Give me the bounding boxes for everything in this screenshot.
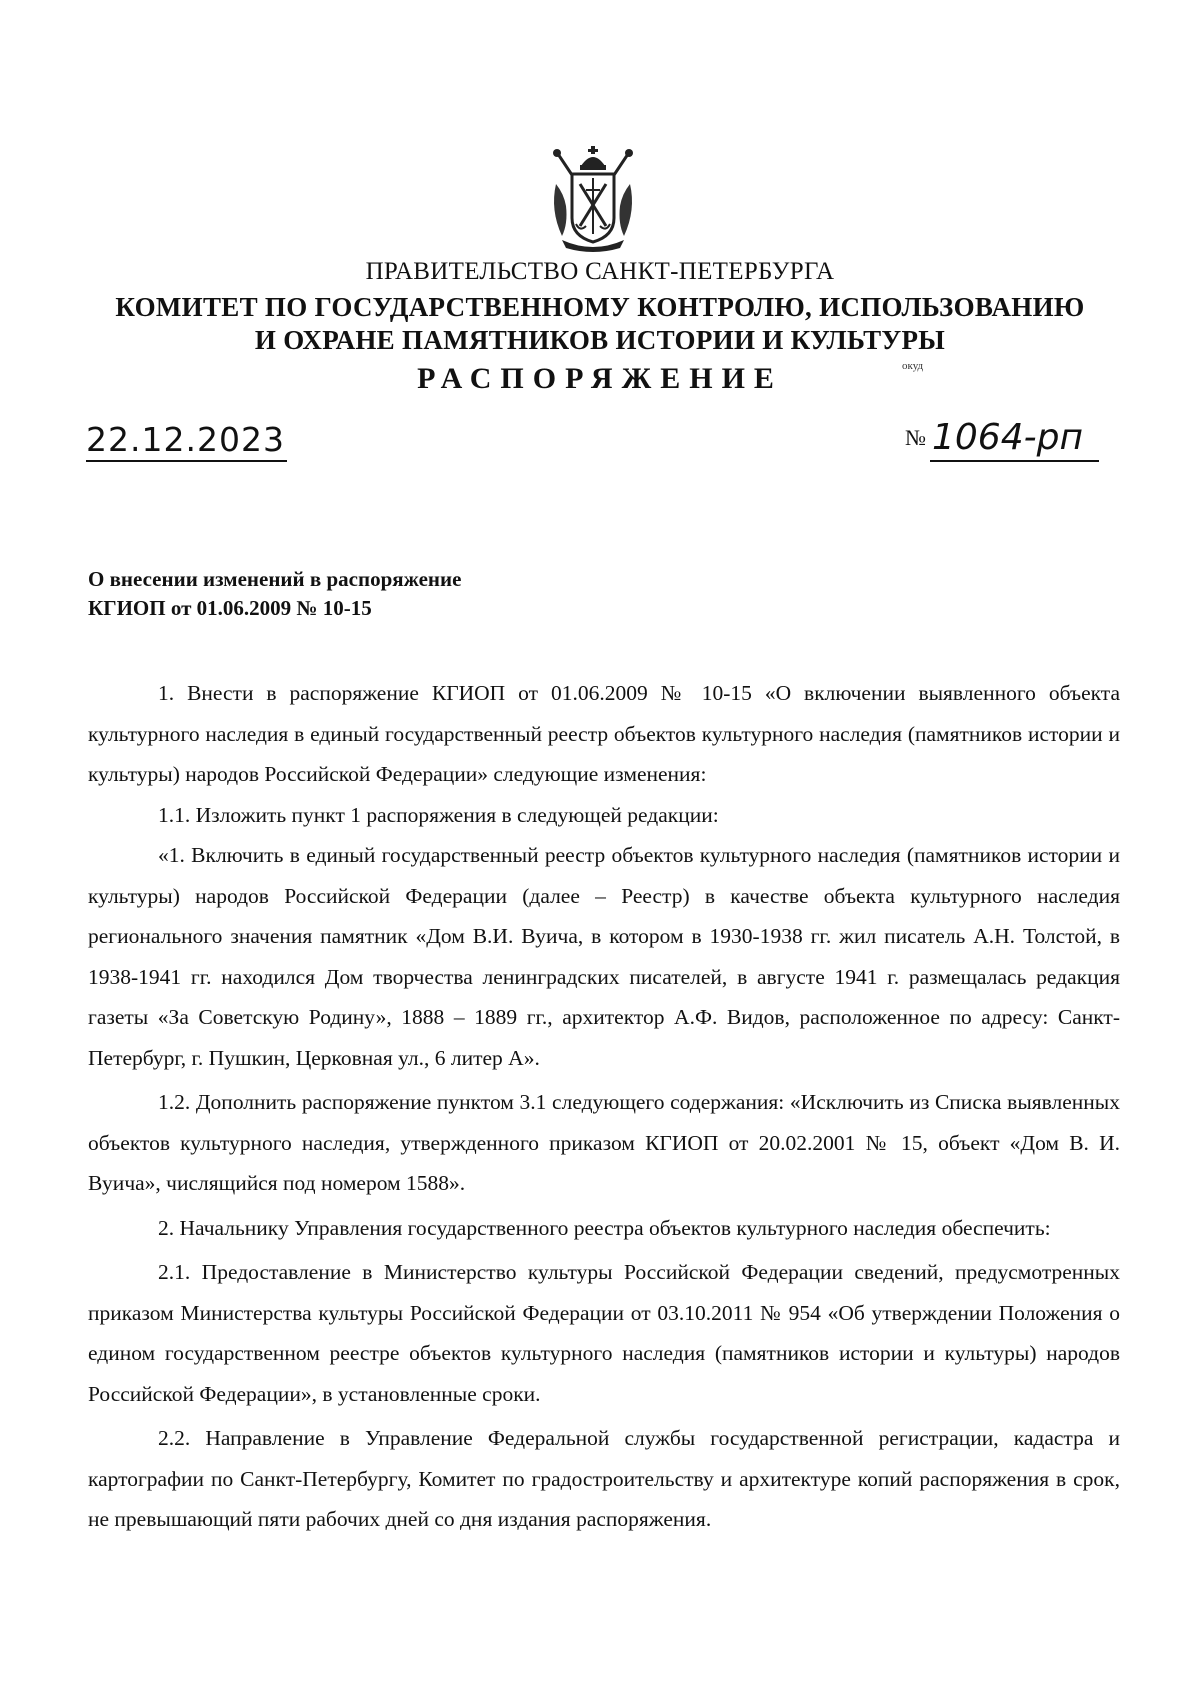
paragraph: 1.2. Дополнить распоряжение пунктом 3.1 следующего содержания: «Исключить из Списка выявленных объектов культурного наследия, утвержденного приказом КГИОП от 20.02.2001 № 15, объект «Дом В. И. Вуича», числящийся под номером 1588». (88, 1090, 1120, 1195)
number-sign: № (905, 425, 926, 450)
number-value: 1064-рп (930, 418, 1099, 462)
document-date: 22.12.2023 (86, 422, 287, 462)
document-type-title: РАСПОРЯЖЕНИЕ (417, 362, 783, 395)
government-name: ПРАВИТЕЛЬСТВО САНКТ-ПЕТЕРБУРГА (365, 258, 835, 285)
paragraph: 2.2. Направление в Управление Федеральной службы государственной регистрации, кадастра и картографии по Санкт-Петербургу, Комитет по градостроительству и архитектуре копий распоряжения в срок, не превышающий пяти рабочих дней со дня издания распоряжения. (88, 1426, 1120, 1531)
document-number (905, 418, 1099, 462)
okud-label: окуд (902, 360, 924, 372)
paragraph: 2. Начальнику Управления государственного реестра объектов культурного наследия обеспечить: (158, 1215, 1051, 1240)
subject-line-2: КГИОП от 01.06.2009 № 10-15 (88, 596, 372, 620)
subject-line-1: О внесении изменений в распоряжение (88, 567, 462, 591)
paragraph: 2.1. Предоставление в Министерство культуры Российской Федерации сведений, предусмотренных приказом Министерства культуры Российской Федерации от 03.10.2011 № 954 «Об утверждении Положения о едином государственном реестре объектов культурного наследия (памятников истории и культуры) народов Российской Федерации», в установленные сроки. (88, 1260, 1120, 1406)
paragraph: «1. Включить в единый государственный реестр объектов культурного наследия (памятников истории и культуры) народов Российской Федерации (далее – Реестр) в качестве объекта культурного наследия регионального значения памятник «Дом В.И. Вуича, в котором в 1930-1938 гг. жил писатель А.Н. Толстой, в 1938-1941 гг. находился Дом творчества ленинградских писателей, в августе 1941 г. размещалась редакция газеты «За Советскую Родину», 1888 – 1889 гг., архитектор А.Ф. Видов, расположенное по адресу: Санкт-Петербург, г. Пушкин, Церковная ул., 6 литер А». (88, 843, 1120, 1070)
paragraph: 1.1. Изложить пункт 1 распоряжения в следующей редакции: (158, 802, 719, 827)
document-body (88, 673, 1120, 1540)
document-subject (88, 565, 608, 623)
committee-name-line1: КОМИТЕТ ПО ГОСУДАРСТВЕННОМУ КОНТРОЛЮ, ИСПОЛЬЗОВАНИЮ (115, 292, 1085, 322)
paragraph: 1. Внести в распоряжение КГИОП от 01.06.2009 № 10-15 «О включении выявленного объекта культурного наследия в единый государственный реестр объектов культурного наследия (памятников истории и культуры) народов Российской Федерации» следующие изменения: (88, 681, 1120, 786)
coat-of-arms-icon (548, 144, 638, 252)
committee-name-line2: И ОХРАНЕ ПАМЯТНИКОВ ИСТОРИИ И КУЛЬТУРЫ (254, 325, 946, 355)
